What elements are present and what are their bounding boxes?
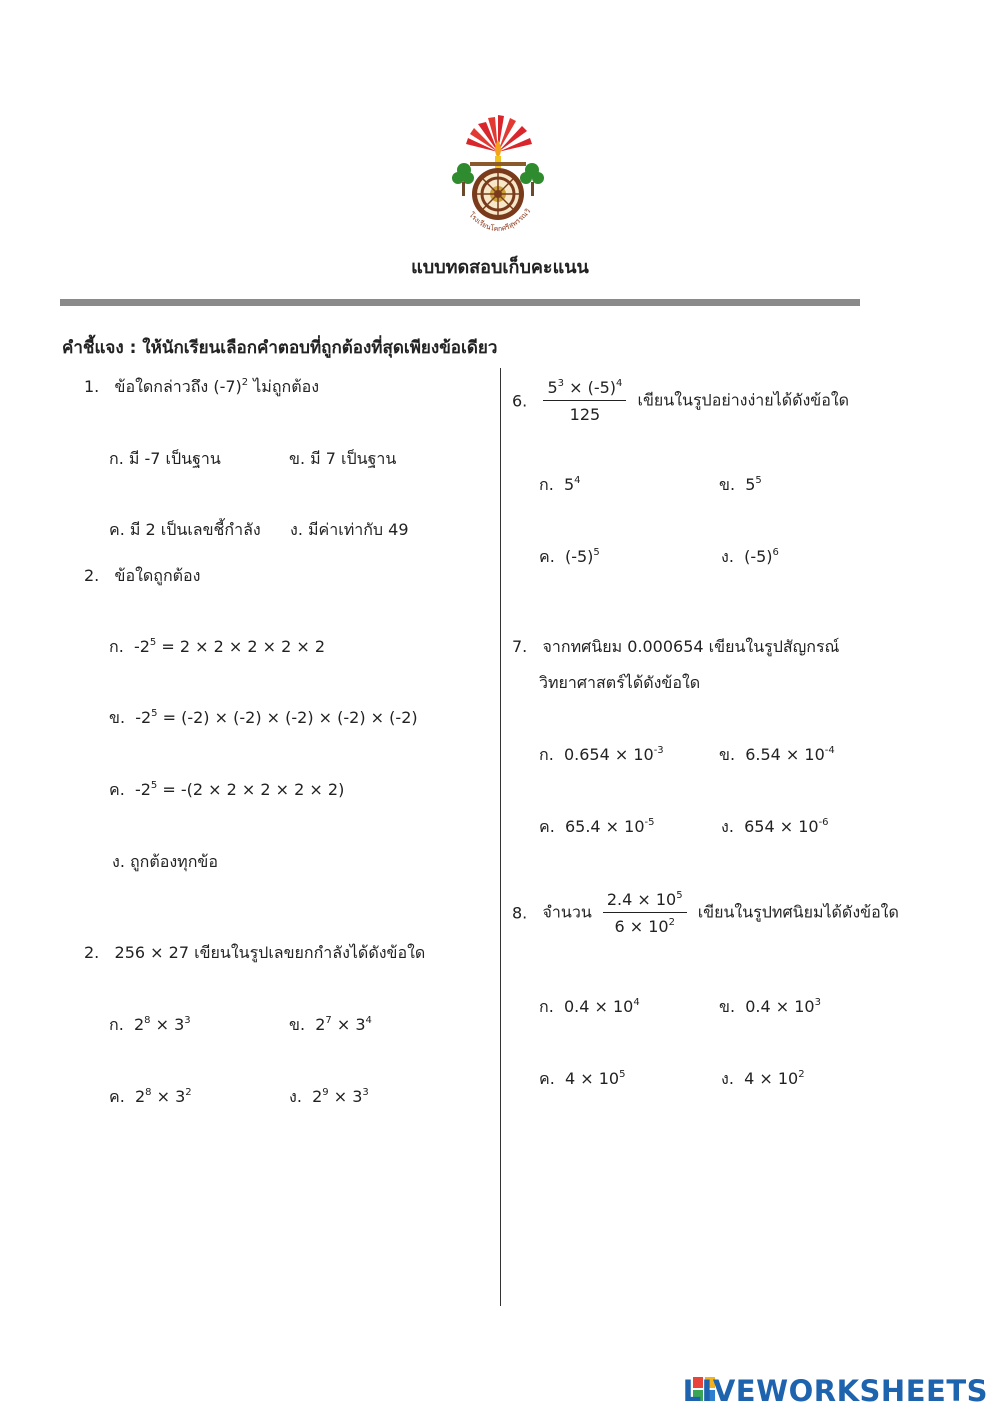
exponent: 2 [241,377,249,388]
question-6 [512,378,849,424]
liveworksheets-logo[interactable]: LIVEWORKSHEETS [682,1374,988,1408]
option-c[interactable]: ค. มี 2 เป็นเลขชี้กำลัง [109,520,261,539]
question-text: เขียนในรูปอย่างง่ายได้ดังข้อใด [637,390,850,410]
tree-left-icon [452,163,474,196]
option-c[interactable]: ค. $4 \times 10^5$ [539,1069,626,1088]
question-text-end: เขียนในรูปทศนิยมได้ดังข้อใด [697,902,899,922]
option-b[interactable]: ข. $5^5$ [719,475,762,494]
page-title: แบบทดสอบเก็บคะแนน [411,257,589,278]
question-1 [84,375,319,400]
question-7 [512,635,839,660]
option-b[interactable]: ข. $-2^5 = (-2) \times (-2) \times (-2) \times (-2) \times (-2)$ [109,708,418,727]
question-text: ข้อใดถูกต้อง [114,566,201,585]
option-a[interactable]: ก. $0.4 \times 10^4$ [539,997,640,1016]
option-b[interactable]: ข. $6.54 \times 10^{-4}$ [719,745,835,764]
option-b[interactable]: ข. $2^7 \times 3^4$ [289,1015,372,1034]
question-number: 7. [512,637,528,656]
question-text-end: ไม่ถูกต้อง [248,377,320,396]
question-number: 8. [512,903,528,923]
option-d[interactable]: ง. $2^9 \times 3^3$ [289,1087,369,1106]
question-2 [84,564,200,589]
column-divider [500,368,501,1306]
option-d[interactable]: ง. ถูกต้องทุกข้อ [112,852,218,871]
option-a[interactable]: ก. มี -7 เป็นฐาน [109,449,221,468]
option-d[interactable]: ง. มีค่าเท่ากับ 49 [290,520,409,539]
question-3 [84,941,425,966]
option-c[interactable]: ค. $-2^5 = -(2 \times 2 \times 2 \times 2 \times 2)$ [109,780,345,799]
option-a[interactable]: ก. $5^4$ [539,475,581,494]
dharma-wheel-icon [472,168,524,220]
question-text: 256 × 27 เขียนในรูปเลขยกกำลังได้ดังข้อใด [114,943,426,962]
school-logo [448,112,548,240]
option-c[interactable]: ค. $2^8 \times 3^2$ [109,1087,192,1106]
option-c[interactable]: ค. $(-5)^5$ [539,547,600,566]
option-a[interactable]: ก. $-2^5 = 2 \times 2 \times 2 \times 2 \times 2$ [109,637,326,656]
fraction: $\frac{2.4 \times 10^5}{6 \times 10^2}$ [603,890,687,936]
instructions: คำชี้แจง : ให้นักเรียนเลือกคำตอบที่ถูกต้องที่สุดเพียงข้อเดียว [62,338,498,358]
question-text: ข้อใดกล่าวถึง (-7) [114,377,242,396]
option-d[interactable]: ง. $(-5)^6$ [721,547,779,566]
option-a[interactable]: ก. $0.654 \times 10^{-3}$ [539,745,664,764]
question-8 [512,890,899,936]
option-a[interactable]: ก. $2^8 \times 3^3$ [109,1015,191,1034]
question-number: 6. [512,391,528,411]
option-d[interactable]: ง. $654 \times 10^{-6}$ [721,817,829,836]
option-b[interactable]: ข. $0.4 \times 10^3$ [719,997,821,1016]
question-7-line2: วิทยาศาสตร์ได้ดังข้อใด [539,673,701,692]
option-c[interactable]: ค. $65.4 \times 10^{-5}$ [539,817,655,836]
option-b[interactable]: ข. มี 7 เป็นฐาน [289,449,397,468]
logo-text: โรงเรียนโคกศรีสุพรรณวิ [467,207,533,234]
question-text: จากทศนิยม 0.000654 เขียนในรูปสัญกรณ์ [542,637,840,656]
fraction: $\frac{5^3 \times (-5)^4}{125}$ [543,378,626,424]
question-text: จำนวน [542,902,592,922]
option-d[interactable]: ง. $4 \times 10^2$ [721,1069,805,1088]
question-number: 2. [84,566,100,585]
header-divider [60,299,860,306]
question-number: 1. [84,377,100,396]
question-number: 2. [84,943,100,962]
